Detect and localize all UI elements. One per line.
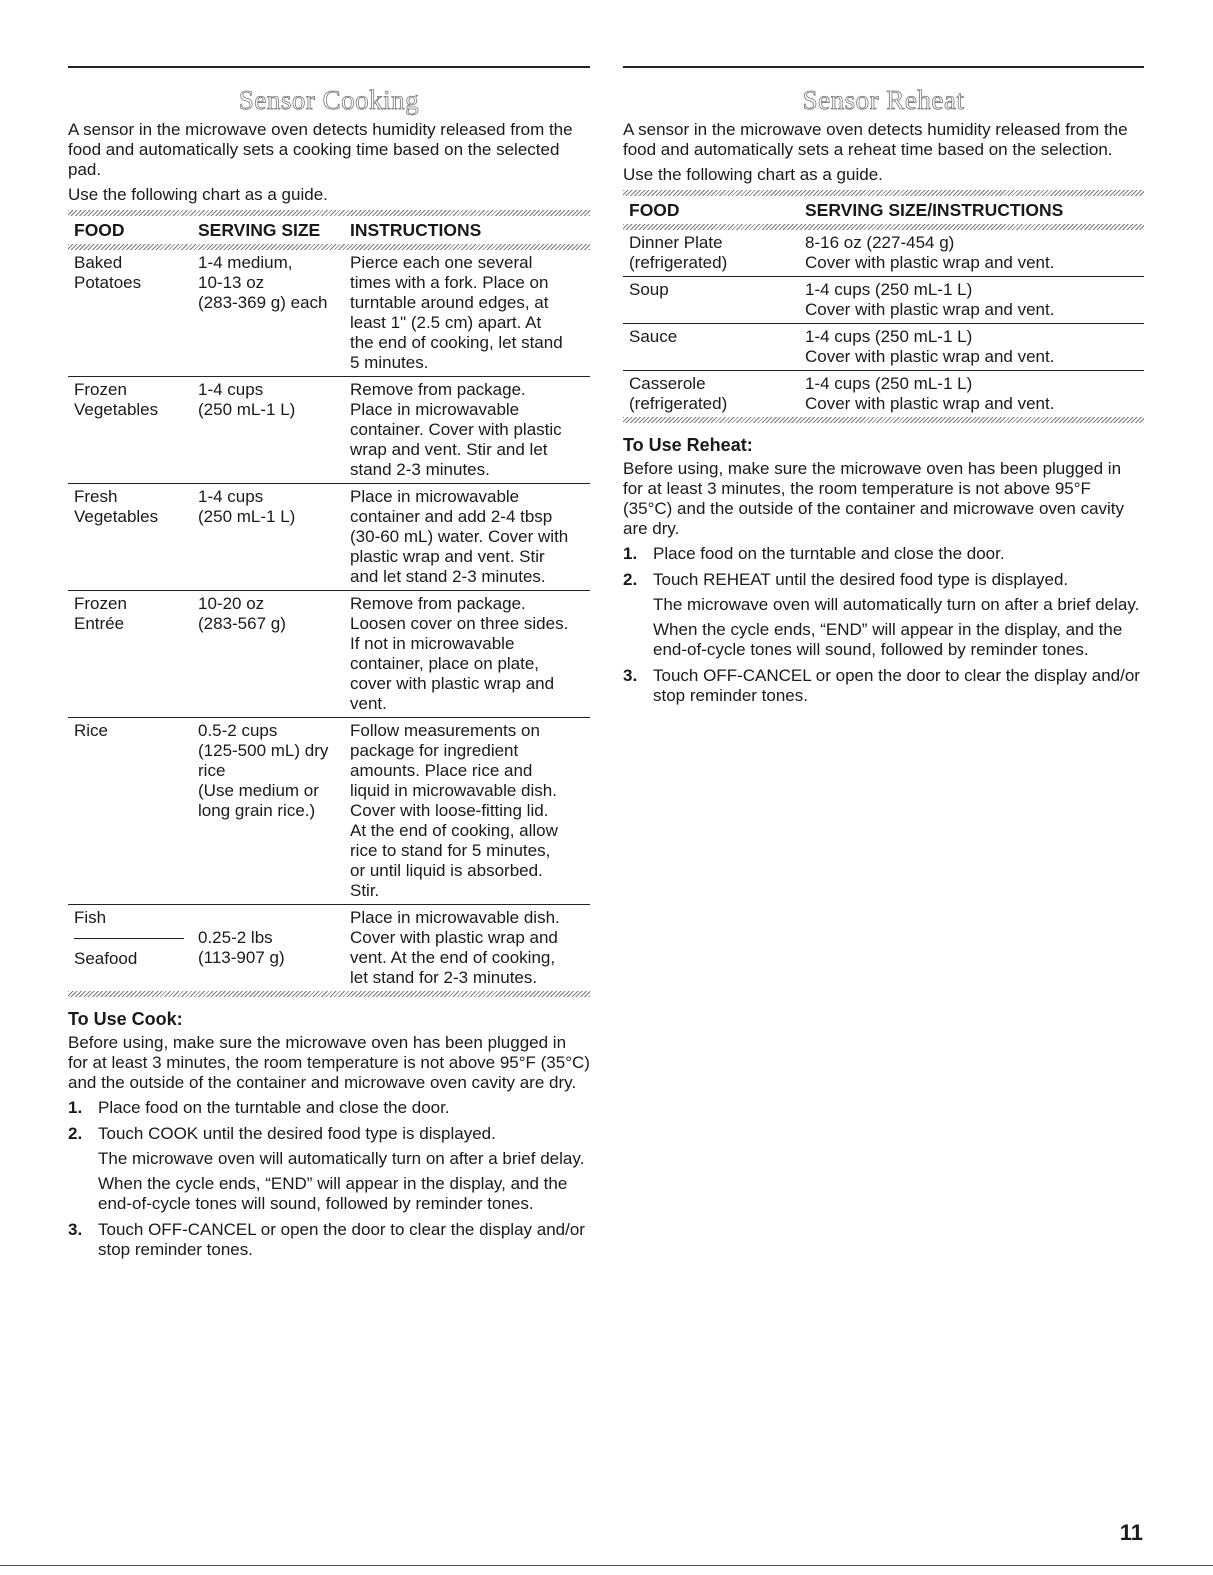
cell-line: At the end of cooking, allow [350,821,558,840]
cell-line: Soup [629,280,669,299]
cell-line: (250 mL-1 L) [198,507,296,526]
step-text: Place food on the turntable and close the door. [98,1098,450,1117]
cell-line: Cover with plastic wrap and vent. [805,300,1055,319]
cell-line: times with a fork. Place on [350,273,549,292]
use-cook-steps [68,1098,590,1260]
cell-line: amounts. Place rice and [350,761,533,780]
food-cell [68,377,192,484]
instructions-cell [344,905,590,992]
cell-line: Potatoes [74,273,142,292]
header-serving-size-instructions: SERVING SIZE/INSTRUCTIONS [805,200,1064,220]
cell-line: 1-4 cups [198,487,264,506]
cell-line: 0.5-2 cups [198,721,278,740]
cell-line: (283-567 g) [198,614,286,633]
step-number: 1. [623,544,638,563]
serving-size-cell [192,484,344,591]
sensor-cooking-table [68,216,590,991]
step-item [68,1098,590,1118]
guide-text: Use the following chart as a guide. [68,185,328,204]
food-cell [68,905,192,992]
cell-line: Fish [74,908,107,927]
food-cell [68,718,192,905]
cell-line: Rice [74,721,109,740]
use-cook-intro: Before using, make sure the microwave oven has been plugged in for at least 3 minutes, the room temperature is not above 95°F (35°C) and the outside of the container and microwave oven cavity are dry. [68,1033,590,1092]
step-note: The microwave oven will automatically turn on after a brief delay. [98,1149,585,1168]
page-bottom-rule [0,1565,1213,1566]
cell-line: 10-20 oz [198,594,265,613]
page-number: 11 [1119,1520,1143,1545]
cell-line: 1-4 cups [198,380,264,399]
cell-line: Follow measurements on [350,721,540,740]
sensor-cooking-section [68,66,590,1266]
serving-size-instructions-cell [799,371,1144,418]
cell-line: 8-16 oz (227-454 g) [805,233,955,252]
header-instructions: INSTRUCTIONS [350,220,482,240]
cell-line: and let stand 2-3 minutes. [350,567,546,586]
section-title: Sensor Cooking [238,85,420,115]
table-row [623,230,1144,277]
step-item [68,1124,590,1214]
step-text: Touch OFF-CANCEL or open the door to clear the display and/or stop reminder tones. [653,666,1140,705]
use-reheat-steps [623,544,1144,706]
header-serving-size: SERVING SIZE [198,220,321,240]
cell-line: Dinner Plate [629,233,723,252]
table-row [68,591,590,718]
header-food: FOOD [629,200,680,220]
step-text: Touch REHEAT until the desired food type is displayed. [653,570,1069,589]
step-number: 3. [623,666,638,685]
cell-line: least 1" (2.5 cm) apart. At [350,313,542,332]
header-food: FOOD [74,220,125,240]
section-top-rule [623,66,1144,68]
cell-line: 1-4 cups (250 mL-1 L) [805,374,973,393]
cell-line: 5 minutes. [350,353,429,372]
instructions-cell [344,377,590,484]
table-row [68,250,590,377]
cell-line: vent. At the end of cooking, [350,948,556,967]
cell-line: vent. [350,694,387,713]
table-row [68,377,590,484]
table-bottom-hatch [623,417,1144,423]
cell-line: turntable around edges, at [350,293,549,312]
table-body [623,230,1144,417]
cell-line: (250 mL-1 L) [198,400,296,419]
cell-line: (113-907 g) [198,948,285,967]
step-text: Touch COOK until the desired food type is displayed. [98,1124,496,1143]
cell-line: the end of cooking, let stand [350,333,563,352]
cell-line: Pierce each one several [350,253,533,272]
serving-size-instructions-cell [799,324,1144,371]
step-item [623,666,1144,706]
cell-line: Place in microwavable [350,400,520,419]
use-reheat-heading: To Use Reheat: [623,435,753,455]
cell-line: Fresh [74,487,118,506]
food-cell [623,371,799,418]
cell-line: Loosen cover on three sides. [350,614,569,633]
cell-line: or until liquid is absorbed. [350,861,543,880]
cell-line: Remove from package. [350,594,526,613]
cell-line: liquid in microwavable dish. [350,781,557,800]
table-row [623,371,1144,418]
cell-line: 1-4 cups (250 mL-1 L) [805,327,973,346]
cell-line: If not in microwavable [350,634,515,653]
cell-line: container. Cover with plastic [350,420,562,439]
cell-line: Seafood [74,949,138,968]
serving-size-cell [192,718,344,905]
cell-line: Baked [74,253,123,272]
intro-paragraph: A sensor in the microwave oven detects humidity released from the food and automatically sets a reheat time based on the selection. [623,120,1128,159]
food-cell [68,591,192,718]
cell-line: Remove from package. [350,380,526,399]
cell-line: Stir. [350,881,380,900]
cell-line: Frozen [74,380,127,399]
table-body [68,250,590,991]
cell-line: Sauce [629,327,678,346]
cell-line: Vegetables [74,507,159,526]
cell-line: Frozen [74,594,127,613]
cell-line: rice to stand for 5 minutes, [350,841,551,860]
cell-line: Place in microwavable [350,487,520,506]
serving-size-cell [192,905,344,992]
cell-line: Cover with plastic wrap and vent. [805,347,1055,366]
table-row [68,484,590,591]
cell-line: package for ingredient [350,741,519,760]
table-row [68,718,590,905]
table-row [623,277,1144,324]
step-text: Touch OFF-CANCEL or open the door to clear the display and/or stop reminder tones. [98,1220,585,1259]
food-cell [68,484,192,591]
cell-line: Place in microwavable dish. [350,908,560,927]
cell-line: let stand for 2-3 minutes. [350,968,538,987]
step-number: 1. [68,1098,83,1117]
step-number: 3. [68,1220,83,1239]
serving-size-cell [192,591,344,718]
step-note: The microwave oven will automatically turn on after a brief delay. [653,595,1140,614]
step-note: When the cycle ends, “END” will appear in the display, and the end-of-cycle tones will sound, followed by reminder tones. [653,620,1123,659]
cell-line: Casserole [629,374,706,393]
section-title: Sensor Reheat [802,85,965,115]
use-reheat-intro: Before using, make sure the microwave oven has been plugged in for at least 3 minutes, the room temperature is not above 95°F (35°C) and the outside of the container and microwave oven cavity are dry. [623,459,1125,538]
cell-line: Cover with plastic wrap and vent. [805,394,1055,413]
cell-line: Vegetables [74,400,159,419]
cell-line: Cover with loose-fitting lid. [350,801,549,820]
cell-line: Entrée [74,614,125,633]
use-cook-heading: To Use Cook: [68,1009,183,1029]
step-item [623,570,1144,660]
food-cell [623,230,799,277]
table-row [623,324,1144,371]
serving-size-cell [192,377,344,484]
intro-paragraph: A sensor in the microwave oven detects humidity released from the food and automatically sets a cooking time based on the selected pad. [68,120,573,179]
section-top-rule [68,66,590,68]
food-cell [623,277,799,324]
serving-size-instructions-cell [799,230,1144,277]
cell-line: long grain rice.) [198,801,316,820]
cell-line: 1-4 cups (250 mL-1 L) [805,280,973,299]
cell-line: (refrigerated) [629,253,728,272]
cell-line: (refrigerated) [629,394,728,413]
cell-line: (283-369 g) each [198,293,328,312]
fish-seafood-divider [74,938,184,939]
instructions-cell [344,250,590,377]
cell-line: 0.25-2 lbs [198,928,273,947]
step-number: 2. [68,1124,83,1143]
cell-line: 1-4 medium, [198,253,293,272]
cell-line: (Use medium or [198,781,319,800]
instructions-cell [344,591,590,718]
step-note: When the cycle ends, “END” will appear in the display, and the end-of-cycle tones will sound, followed by reminder tones. [98,1174,568,1213]
guide-text: Use the following chart as a guide. [623,165,883,184]
serving-size-cell [192,250,344,377]
step-item [68,1220,590,1260]
cell-line: (30-60 mL) water. Cover with [350,527,569,546]
step-text: Place food on the turntable and close the door. [653,544,1005,563]
cell-line: cover with plastic wrap and [350,674,555,693]
sensor-reheat-table [623,196,1144,417]
cell-line: Cover with plastic wrap and vent. [805,253,1055,272]
cell-line: plastic wrap and vent. Stir [350,547,545,566]
instructions-cell [344,484,590,591]
sensor-reheat-section [623,66,1144,712]
table-bottom-hatch [68,991,590,997]
cell-line: container and add 2-4 tbsp [350,507,553,526]
step-item [623,544,1144,564]
food-cell [623,324,799,371]
cell-line: (125-500 mL) dry [198,741,329,760]
cell-line: container, place on plate, [350,654,540,673]
cell-line: 10-13 oz [198,273,265,292]
instructions-cell [344,718,590,905]
food-cell [68,250,192,377]
step-number: 2. [623,570,638,589]
serving-size-instructions-cell [799,277,1144,324]
cell-line: rice [198,761,226,780]
cell-line: stand 2-3 minutes. [350,460,490,479]
cell-line: Cover with plastic wrap and [350,928,558,947]
table-row [68,905,590,992]
cell-line: wrap and vent. Stir and let [350,440,548,459]
